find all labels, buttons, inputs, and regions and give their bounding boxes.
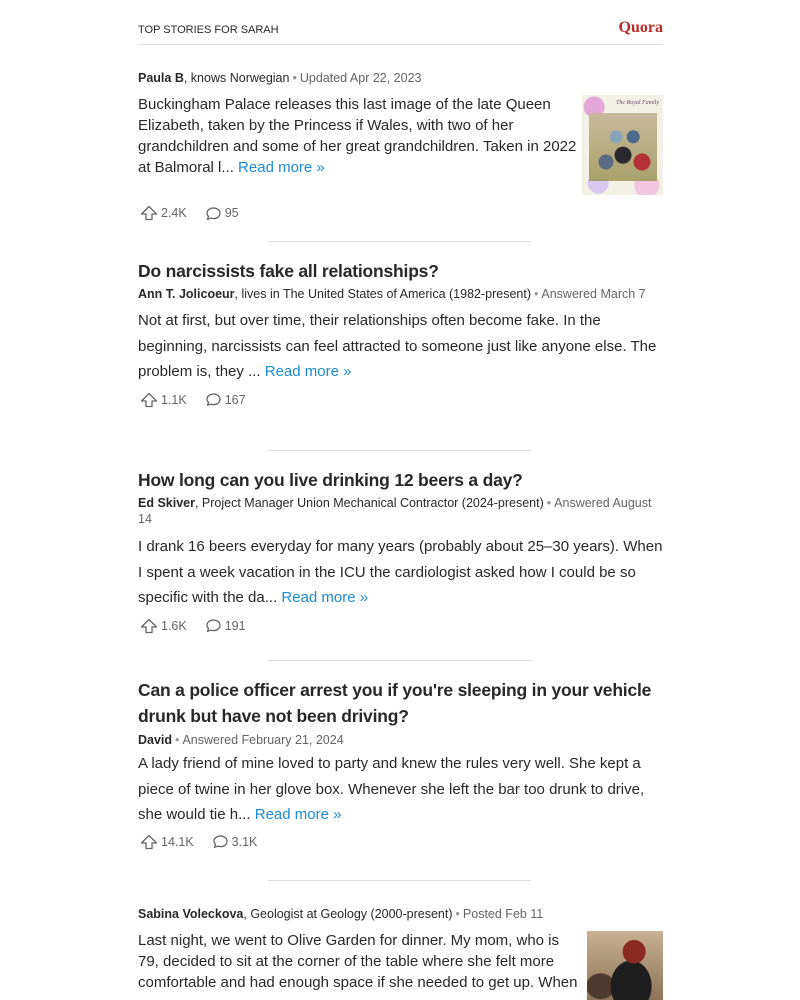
thumbnail-photo (589, 113, 657, 181)
story-excerpt: A lady friend of mine loved to party and knew the rules very well. She kept a piece of twine in her glove box. Whenever she left the bar too drunk to drive, she would tie h... Read more » (138, 755, 645, 824)
comment-button[interactable] (212, 834, 258, 849)
upvote-button[interactable] (140, 834, 194, 850)
upvote-button[interactable] (140, 205, 187, 221)
story-divider (268, 241, 531, 242)
comment-button[interactable] (205, 618, 246, 633)
story-card[interactable] (138, 906, 663, 991)
story-timestamp: Answered March 7 (541, 287, 646, 301)
comment-button[interactable] (205, 392, 246, 407)
story-timestamp: Posted Feb 11 (462, 907, 544, 921)
comment-count: 167 (224, 392, 246, 407)
question-title[interactable]: How long can you live drinking 12 beers a day? (138, 470, 523, 490)
story-card[interactable] (138, 258, 663, 409)
upvote-arrow-icon (140, 205, 158, 221)
digest-email (138, 0, 663, 991)
story-meta: Ed Skiver, Project Manager Union Mechanical Contractor (2024-present) • Answered August 14 (138, 496, 652, 526)
story-excerpt: Last night, we went to Olive Garden for dinner. My mom, who is 79, decided to sit at the corner of the table where she felt more comfortable and had enough space if she needed to get up. When (138, 932, 578, 991)
question-title[interactable]: Can a police officer arrest you if you're sleeping in your vehicle drunk but have not been driving? (138, 680, 652, 726)
author-credential: , Project Manager Union Mechanical Contractor (2024-present) (194, 496, 544, 510)
read-more-link[interactable]: Read more » (254, 806, 342, 824)
upvote-arrow-icon (140, 392, 158, 408)
quora-logo[interactable]: Quora (618, 19, 663, 36)
comment-count: 191 (224, 618, 246, 633)
upvote-count: 14.1K (161, 834, 194, 849)
upvote-arrow-icon (140, 618, 158, 634)
comment-bubble-icon (212, 834, 229, 849)
story-thumbnail[interactable] (587, 931, 663, 1000)
comment-bubble-icon (205, 206, 222, 221)
story-meta: Ann T. Jolicoeur, lives in The United States of America (1982-present) • Answered March 7 (138, 287, 646, 301)
header (138, 0, 663, 45)
comment-count: 3.1K (231, 834, 258, 849)
story-meta: Paula B, knows Norwegian • Updated Apr 22, 2023 (138, 71, 422, 85)
comment-button[interactable] (205, 206, 239, 221)
story-card[interactable] (138, 467, 663, 635)
story-meta: David • Answered February 21, 2024 (138, 733, 344, 747)
story-divider (268, 880, 531, 881)
author-credential: , knows Norwegian (183, 71, 290, 85)
upvote-button[interactable] (140, 392, 187, 408)
read-more-link[interactable]: Read more » (264, 363, 352, 381)
author-credential: , lives in The United States of America (1982-present) (234, 287, 531, 301)
upvote-count: 2.4K (161, 206, 187, 220)
story-actions (140, 617, 663, 635)
story-timestamp: Answered August 14 (138, 496, 652, 526)
story-thumbnail[interactable] (582, 95, 663, 195)
thumbnail-caption: The Royal Family (616, 100, 659, 106)
author-credential: , Geologist at Geology (2000-present) (243, 907, 453, 921)
story-timestamp: Updated Apr 22, 2023 (299, 71, 422, 85)
story-actions (140, 833, 663, 851)
story-actions (140, 204, 257, 222)
story-card[interactable] (138, 70, 663, 220)
upvote-arrow-icon (140, 834, 158, 850)
story-divider (268, 660, 531, 661)
story-meta: Sabina Voleckova, Geologist at Geology (2000-present) • Posted Feb 11 (138, 907, 544, 921)
story-excerpt: Buckingham Palace releases this last image of the late Queen Elizabeth, taken by the Princess if Wales, with two of her grandchildren and some of her great grandchildren. Taken in 2022 at Balmoral l... Read more » (138, 96, 577, 176)
author-name[interactable]: Paula B (138, 71, 184, 85)
story-excerpt: Not at first, but over time, their relationships often become fake. In the beginning, narcissists can feel attracted to someone just like anyone else. The problem is, they ... Read more » (138, 312, 657, 381)
upvote-count: 1.1K (161, 392, 187, 407)
story-actions (140, 391, 663, 409)
story-divider (268, 450, 531, 451)
author-name[interactable]: Ann T. Jolicoeur (138, 287, 235, 301)
comment-count: 95 (224, 206, 239, 220)
comment-bubble-icon (205, 392, 222, 407)
author-name[interactable]: Ed Skiver (138, 496, 195, 510)
story-card[interactable] (138, 677, 663, 851)
read-more-link[interactable]: Read more » (238, 159, 325, 176)
upvote-count: 1.6K (161, 618, 187, 633)
digest-title: TOP STORIES FOR SARAH (138, 24, 279, 36)
read-more-link[interactable]: Read more » (281, 589, 369, 607)
author-name[interactable]: David (138, 733, 173, 747)
comment-bubble-icon (205, 618, 222, 633)
story-timestamp: Answered February 21, 2024 (182, 733, 344, 747)
question-title[interactable]: Do narcissists fake all relationships? (138, 261, 439, 281)
story-excerpt: I drank 16 beers everyday for many years (probably about 25–30 years). When I spent a week vacation in the ICU the cardiologist asked how I could be so specific with the da... Read more » (138, 538, 663, 607)
author-name[interactable]: Sabina Voleckova (138, 907, 244, 921)
upvote-button[interactable] (140, 618, 187, 634)
